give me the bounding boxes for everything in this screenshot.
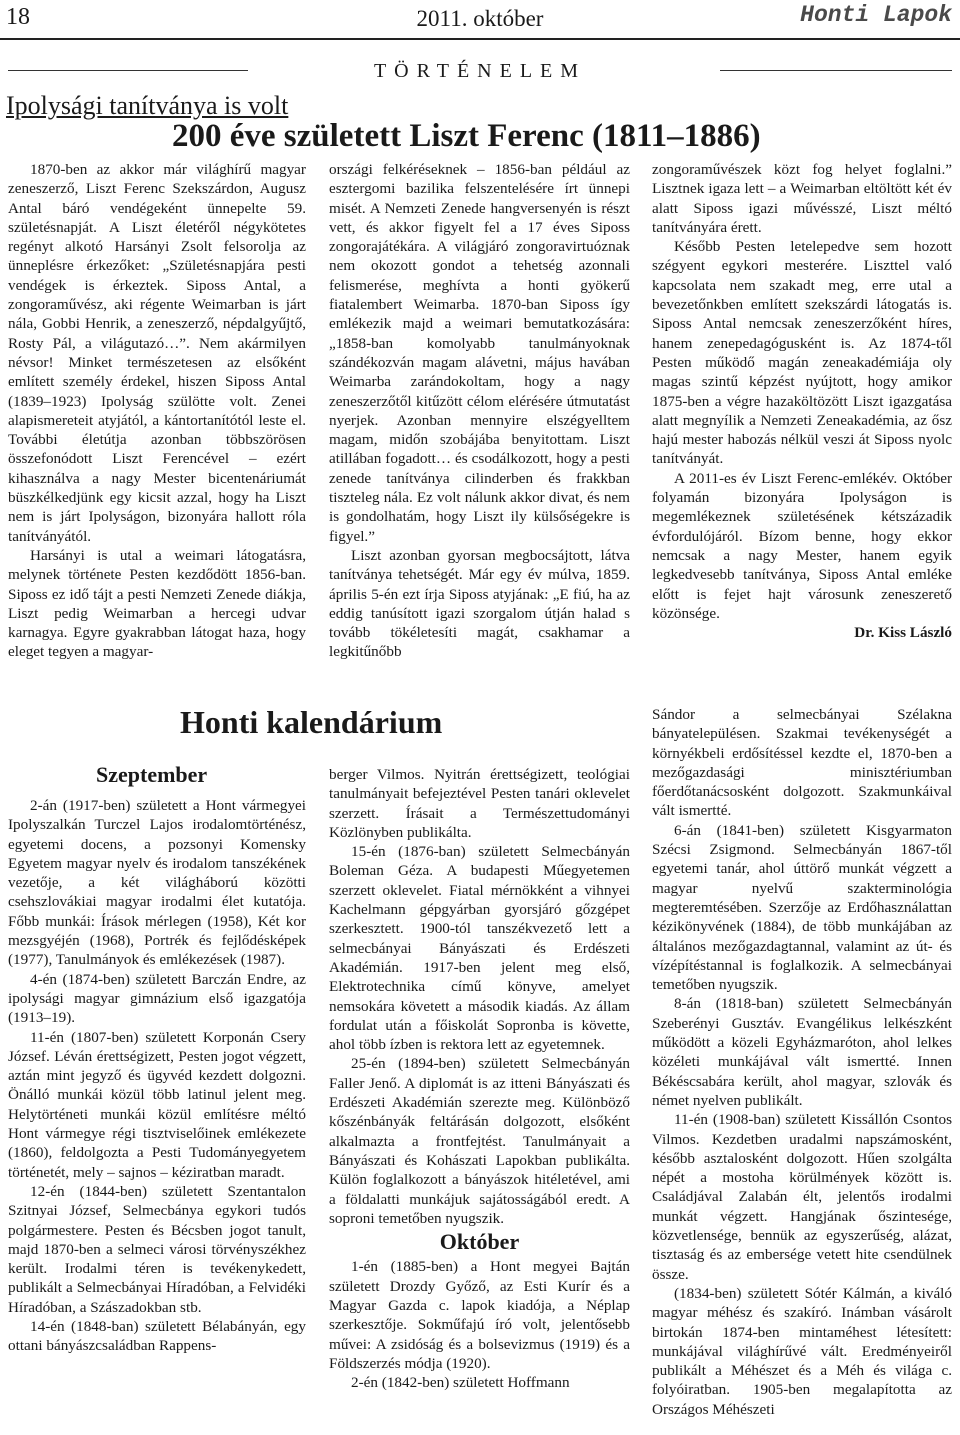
calendar-entry: 4-én (1874-ben) született Barczán Endre, az ipolysági magyar gimnázium első igazgatója (1913–19). bbox=[8, 970, 306, 1027]
calendar-entry: Sándor a selmecbányai Szélakna bányatelepülésen. Szakmai tevékenységét a környékbeli erdősítéssel kezdte el, 1870-ben a mezőgazdasági minisztériumban főerdőtanácsosként dolgozott. Szakmunkáival vált ismertté. bbox=[652, 706, 952, 820]
article-headline: 200 éve született Liszt Ferenc (1811–1886) bbox=[172, 118, 761, 154]
calendar-entry: (1834-ben) született Sótér Kálmán, a kiváló magyar méhész és szakíró. Inámban vásárolt birtokán 1874-ben mintaméhest létesített: munkájával világhírűvé vált. Eredményeiről publikált a Méhészet és a Méh és világa c. folyóiratban. 1905-ben megalapította az Országos Méhészeti bbox=[652, 1284, 952, 1418]
calendar-entry: 2-én (1842-ben) született Hoffmann bbox=[351, 1374, 570, 1392]
page-number: 18 bbox=[6, 4, 30, 30]
article-column-2 bbox=[329, 160, 630, 662]
calendar-entry: 12-én (1844-ben) született Szentantalon Szitnyai József, Selmecbánya egykori tudós polgármestere. Pesten és Bécsben jogot tanult, majd 1870-ben a selmeci városi törvényszékhez került. Irodalmi téren is tevékenykedett, publikált a Selmecbányai Híradóban, a Felvidéki Híradóban, a Szászadokban stb. bbox=[8, 1182, 306, 1316]
calendar-entry: 11-én (1807-ben) született Korponán Csery József. Léván érettségizett, Pesten jogot végzett, aztán mint jegyző és ügyvéd kezdett dolgozni. Önálló munkái közül több latinul jelent meg. Helytörténeti munkái közül említésre méltó Hont vármegye régi tisztviselőinek emlékezete (1860), feldolgozta a Pesti Tudományegyetem történetét, mely – sajnos – kéziratban maradt. bbox=[8, 1028, 306, 1181]
page-header bbox=[0, 0, 960, 38]
article-paragraph: országi felkéréseknek – 1856-ban például az esztergomi bazilika felszentelésére írt ünnepi misét. A Nemzeti Zenede hangversenyén is részt vett, és akkor figyelt fel a 17 éves Siposs zongorajátékára. A világjáró zongoravirtuóznak nem okozott gondot a tehetség azonnali felismerése, meghívta a honti gyökerű fiatalembert Weimarba. 1870-ban Siposs így emlékezik majd a weimari bemutatkozására: „1858-ban komolyabb tanulmányoknak szándékozván magam alávetni, május havában Weimarba zarándokoltam, hogy a nagy zeneszerzőtől kitűzött célom elérésére útmutatást nyerjek. Azonban mennyire elszégyelltem magam, midőn szobájába benyitottam. Liszt atillában fogadott… és csodálkozott, hogy a pesti zenede tanítványa cilinderben és frakkban tiszteleg nála. Ez volt nálunk akkor divat, és nem is gondolhatám, hogy Liszt ily külsőségekre is figyel.” bbox=[329, 161, 630, 545]
calendar-entry: 1-én (1885-ben) a Hont megyei Bajtán született Drozdy Győző, az Esti Kurír és a Magyar Gazda c. lapok kiadója, a Néplap szerkesztője. Sokműfajú író volt, jelentősebb művei: A zsidóság és a bolsevizmus (1919) és a Földszerzés módja (1920). bbox=[329, 1258, 630, 1372]
section-title: TÖRTÉNELEM bbox=[373, 60, 587, 82]
article-signature: Dr. Kiss László bbox=[854, 624, 952, 642]
calendar-column-2 bbox=[329, 765, 630, 1393]
calendar-entry: berger Vilmos. Nyitrán érettségizett, teológiai tanulmányait befejeztével Pesten tanári oklevelet szerzett. Írásait a Természettudományi Közlönyben publikálta. bbox=[329, 766, 630, 841]
calendar-column-3 bbox=[652, 705, 952, 1419]
header-rule bbox=[0, 38, 960, 40]
article-paragraph: 1870-ben az akkor már világhírű magyar zeneszerző, Liszt Ferenc Szekszárdon, Augusz Antal báró vendégeként ünnepelte 59. születésnapját. A Liszt életéről négykötetes regényt alkotó Harsányi Zsolt felsorolja az ünneplésre érkezőket: „Születésnapjára pesti vendégek is érkeztek. Siposs Antal, a zongoraművész, aki régente Weimarban is járt nála, Gobbi Henrik, a zeneszerző, népdalgyűjtő, Rosty Pál, a világutazó…”. Nem akármilyen névsor! Minket természetesen az elsőként említett személy érdekel, hiszen Siposs Antal (1839–1923) Ipolyság szülötte volt. Zenei alapismereteit atyjától, a kántortanítótól leste el. További életútja azonban többszörösen összefonódott Liszt Ferencével – ezért kihasználva a nagy Mester bicentenáriumát büszkélkedjünk egy kicsit azzal, hogy ha Liszt nem is járt Ipolyságon, bizonyára hallott róla tanítványától. bbox=[8, 161, 306, 545]
article-kicker: Ipolysági tanítványa is volt bbox=[6, 91, 289, 120]
september-heading: Szeptember bbox=[96, 762, 208, 787]
article-column-3 bbox=[652, 160, 952, 642]
article-paragraph: Harsányi is utal a weimari látogatásra, melynek története Pesten kezdődött 1856-ban. Siposs ez idő tájt a pesti Nemzeti Zenede diákja, Liszt pedig Weimarban a hercegi udvar karnagya. Egyre gyakrabban látogat haza, hogy eleget tegyen a magyar- bbox=[8, 546, 306, 661]
issue-date: 2011. október bbox=[416, 6, 544, 31]
calendar-entry: 25-én (1894-ben) született Selmecbányán Faller Jenő. A diplomát is az itteni Bányászati és Erdészeti Akadémián szerezte meg. Különböző kőszénbányák feltárásán dolgozott, elsőként alkalmazta a frontfejtést. Tanulmányait a Bányászati és Kohászati Lapokban publikálta. Külön foglalkozott a bányászok hitéletével, ami a földalatti munkájuk sajátosságából eredt. A soproni temetőben nyugszik. bbox=[329, 1055, 630, 1227]
article-paragraph: Később Pesten letelepedve sem hozott szégyent egykori mesterére. Liszttel való kapcsolata nem szakadt meg, erre utal a bevezetőnkben említett szekszárdi látogatás is. Siposs Antal nemcsak zeneszerzőként híres, hanem zenepedagógusként is. Az 1874-től Pesten működő magán zeneakadémiája oly magas szintű képzést nyújtott, hogy amikor 1875-ben a végre hazaköltözött Liszt igazgatása alatt megnyílik a Nemzeti Zeneakadémia, az ősz hajú mester habozás nélkül veszi át Siposs nyolc tanítványát. bbox=[652, 238, 952, 468]
article-paragraph: zongoraművészek közt fog helyet foglalni.” Lisztnek igaza lett – a Weimarban eltöltött két év alatt Siposs igazi művésszé, Liszt méltó tanítványára érett. bbox=[652, 161, 952, 236]
calendar-entry: 15-én (1876-ban) született Selmecbányán Boleman Géza. A budapesti Műegyetemen szerzett oklevelet. Fiatal mérnökként a vihnyei Kachelmann gépgyárban gyorsjáró gőzgépet szerkesztett. 1900-tól tanszékvezető lett a selmecbányai Bányászati és Erdészeti Akadémián. 1917-ben jelent meg első, Elektrotechnika című könyve, amelyet nemsokára követett a második kiadás. Az állam fordulat után a főiskolát Sopronba is követte, ahol több ízben is rektora lett az egyetemnek. bbox=[329, 843, 630, 1054]
calendar-entry: 2-án (1917-ben) született a Hont vármegyei Ipolyszalkán Turczel Lajos irodalomtörténész, egyetemi docens, a pozsonyi Komensky Egyetem magyar nyelv és irodalom tanszékének vezetője, a két világháború közötti csehszlovákiai magyar irodalmi élet kutatója. Főbb munkái: Írások mérlegen (1958), Két kor mezsgyéjén (1968), Portrék és fejlődésképek (1977), Tanulmányok és emlékezések (1987). bbox=[8, 797, 306, 969]
calendar-entry: 11-én (1908-ban) született Kissállón Csontos Vilmos. Kezdetben uradalmi napszámosként, később asztalosként dolgozott. Hűen szolgálta népét a mostoha körülmények között is. Családjával Zalabán élt, jelentős irodalmi munkát végzett. Hangjának őszintesége, közvetlensége, bennük az egyszerűség, alázat, tisztaság és az embersége vetett hite csendülnek össze. bbox=[652, 1111, 952, 1283]
calendar-title: Honti kalendárium bbox=[180, 704, 443, 740]
article-paragraph: A 2011-es év Liszt Ferenc-emlékév. Október folyamán bizonyára Ipolyságon is megemlékeznek születésének kétszázadik évfordulójáról. Bízom benne, hogy ekkor nemcsak a nagy Mester, hanem egyik legkedvesebb tanítványa, Siposs Antal emléke előtt is fejet hajt városunk zeneszerető közönsége. bbox=[652, 469, 952, 622]
october-heading: Október bbox=[439, 1229, 520, 1255]
article-paragraph: Liszt azonban gyorsan megbocsájtott, látva tanítványa tehetségét. Már egy év múlva, 1859. április 5-én ezt írja Siposs atyjának: „E fiú, ha az eddig tanúsított igazi szorgalom útján halad s tovább tökéletesíti magát, csakhamar a legkitűnőbb bbox=[329, 546, 630, 661]
calendar-entry: 14-én (1848-ban) született Bélabányán, egy ottani bányászcsaládban Rappens- bbox=[8, 1318, 306, 1355]
calendar-entry: 6-án (1841-ben) született Kisgyarmaton Szécsi Zsigmond. Selmecbányán 1867-től egyetemi tanár, ahol úttörő munkát végzett a magyar nyelvű szakterminológia megteremtésében. Szerzője az Erdőhasználattan kézikönyvének (1884), de több munkájában az általános mezőgazdagtannal, valamint az út- és vízépítéstannal is foglalkozik. A selmecbányai temetőben nyugszik. bbox=[652, 821, 952, 994]
newspaper-name: Honti Lapok bbox=[800, 2, 952, 28]
calendar-column-1 bbox=[8, 796, 306, 1356]
article-column-1 bbox=[8, 160, 306, 662]
calendar-entry: 8-án (1818-ban) született Selmecbányán Szeberényi Gusztáv. Evangélikus lelkészként működött a közeli Egyházmaróton, ahol lelkes közéleti munkájával vált ismertté. Innen Békéscsabára került, ahol magyar, szlovák és német nyelven publikált. bbox=[652, 995, 952, 1109]
section-rule-right bbox=[720, 70, 952, 71]
